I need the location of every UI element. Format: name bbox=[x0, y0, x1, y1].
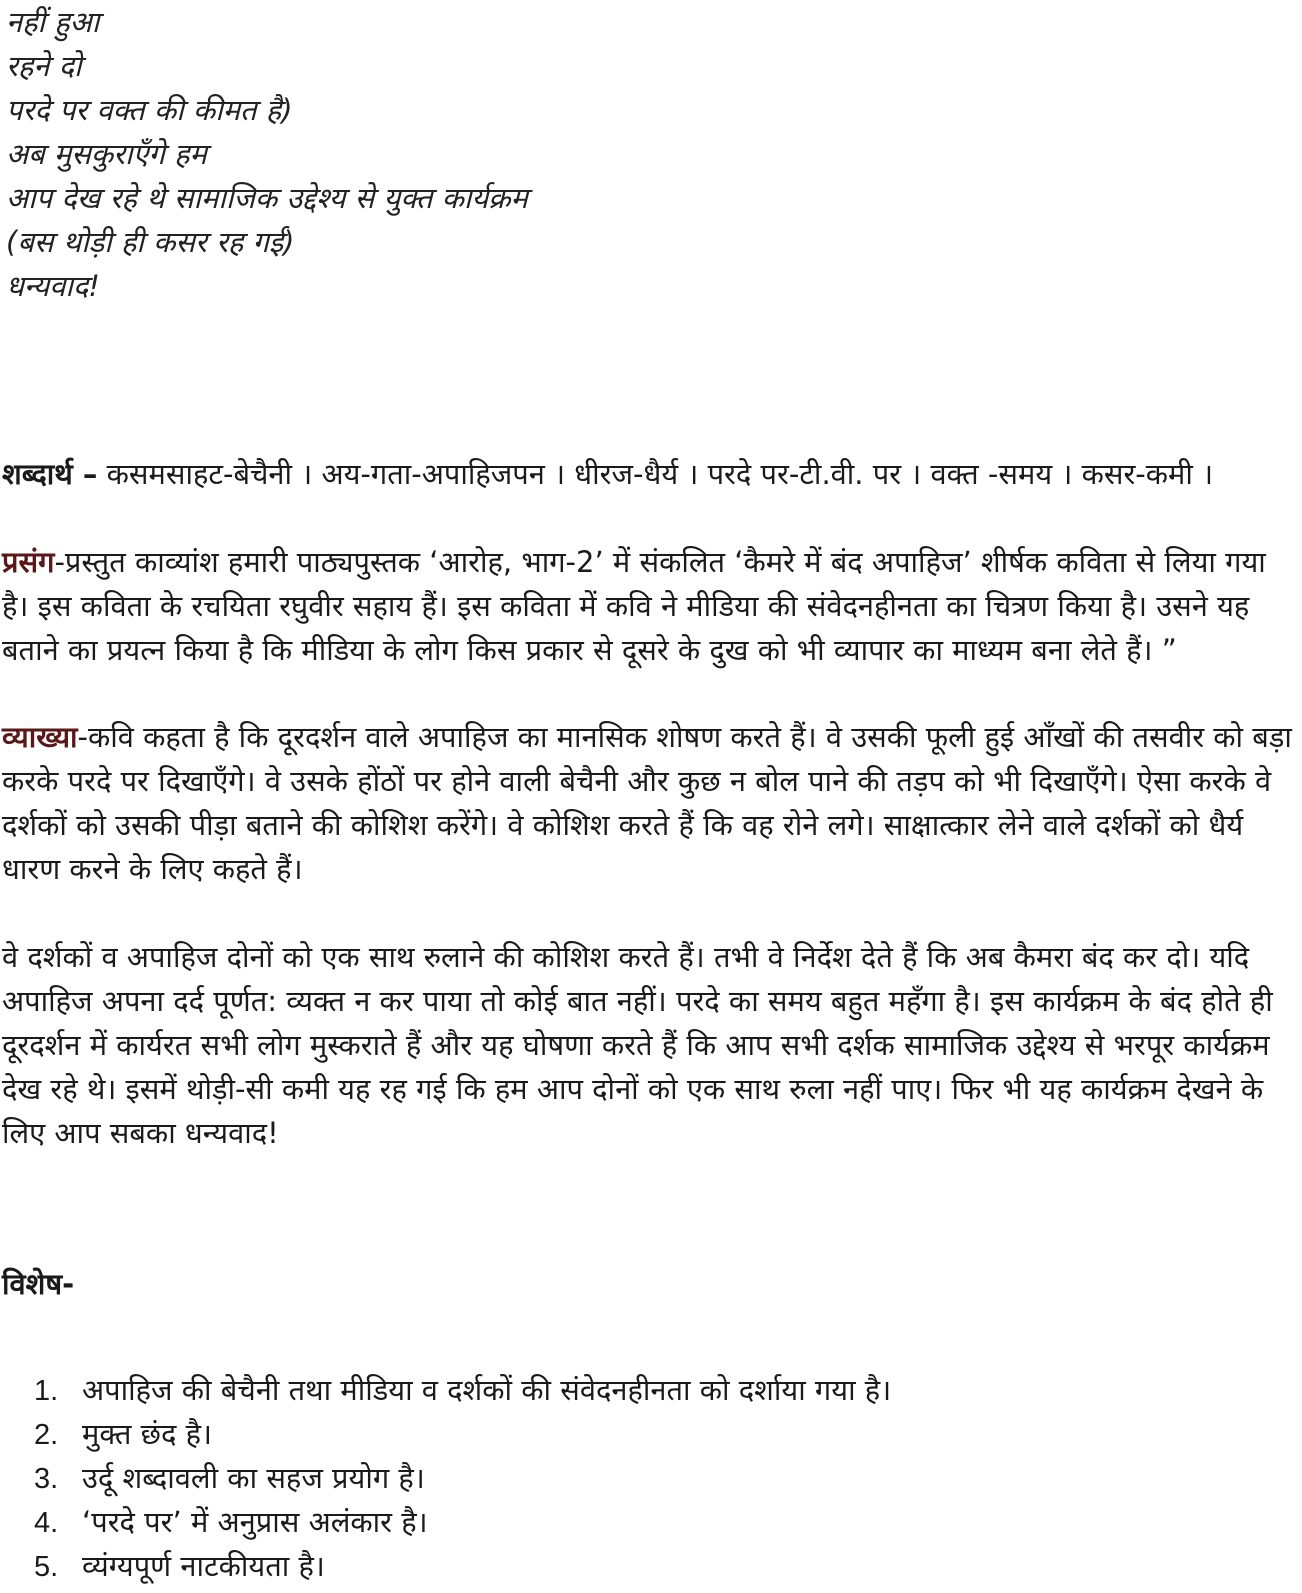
explanation-paragraph bbox=[2, 715, 1298, 891]
poem-line: धन्यवाद! bbox=[6, 269, 100, 303]
special-points-list bbox=[34, 1368, 1234, 1588]
explanation-label: व्याख्या bbox=[2, 720, 78, 754]
explanation-continued bbox=[2, 935, 1298, 1155]
explanation-section bbox=[2, 715, 1298, 891]
poem-line: आप देख रहे थे सामाजिक उद्देश्य से युक्त कार्यक्रम bbox=[6, 181, 528, 215]
glossary-paragraph bbox=[2, 452, 1298, 496]
list-item bbox=[34, 1368, 1234, 1412]
list-item-text: अपाहिज की बेचैनी तथा मीडिया व दर्शकों की संवेदनहीनता को दर्शाया गया है। bbox=[82, 1373, 892, 1407]
list-item-text: मुक्त छंद है। bbox=[82, 1417, 212, 1451]
explanation-paragraph-2: वे दर्शकों व अपाहिज दोनों को एक साथ रुलाने की कोशिश करते हैं। तभी वे निर्देश देते हैं कि अब कैमरा बंद कर दो। यदि अपाहिज अपना दर्द पूर्णत: व्यक्त न कर पाया तो कोई बात नहीं। परदे का समय बहुत महँगा है। इस कार्यक्रम के बंद होते ही दूरदर्शन में कार्यरत सभी लोग मुस्कराते हैं और यह घोषणा करते हैं कि आप सभी दर्शक सामाजिक उद्देश्य से भरपूर कार्यक्रम देख रहे थे। इसमें थोड़ी-सी कमी यह रह गई कि हम आप दोनों को एक साथ रुला नहीं पाए। फिर भी यह कार्यक्रम देखने के लिए आप सबका धन्यवाद! bbox=[2, 940, 1273, 1150]
list-item-text: उर्दू शब्दावली का सहज प्रयोग है। bbox=[82, 1461, 425, 1495]
list-item-text: व्यंग्यपूर्ण नाटकीयता है। bbox=[82, 1549, 325, 1583]
list-item-number: 1. bbox=[34, 1375, 59, 1407]
context-section bbox=[2, 540, 1298, 672]
special-heading: विशेष- bbox=[2, 1267, 75, 1301]
poem-excerpt bbox=[6, 0, 906, 308]
context-text: -प्रस्तुत काव्यांश हमारी पाठ्यपुस्तक ‘आरोह, भाग-2’ में संकलित ‘कैमरे में बंद अपाहिज’ शीर्षक कविता से लिया गया है। इस कविता के रचयिता रघुवीर सहाय हैं। इस कविता में कवि ने मीडिया की संवेदनहीनता का चित्रण किया है। उसने यह बताने का प्रयत्न किया है कि मीडिया के लोग किस प्रकार से दूसरे के दुख को भी व्यापार का माध्यम बना लेते हैं। ” bbox=[2, 545, 1266, 667]
glossary-section bbox=[2, 452, 1298, 496]
poem-line: रहने दो bbox=[6, 49, 82, 83]
list-item-number: 5. bbox=[34, 1551, 59, 1583]
list-item-number: 3. bbox=[34, 1463, 59, 1495]
poem-line: अब मुसकुराएँगे हम bbox=[6, 137, 207, 171]
list-item-number: 4. bbox=[34, 1507, 59, 1539]
glossary-text: कसमसाहट-बेचैनी । अय-गता-अपाहिजपन । धीरज-धैर्य । परदे पर-टी.वी. पर । वक्त -समय । कसर-कमी । bbox=[97, 457, 1214, 491]
poem-line: (बस थोड़ी ही कसर रह गई) bbox=[6, 225, 295, 259]
context-label: प्रसंग bbox=[2, 545, 55, 579]
poem-line: परदे पर वक्त की कीमत है) bbox=[6, 93, 293, 127]
list-item-number: 2. bbox=[34, 1419, 59, 1451]
list-item bbox=[34, 1500, 1234, 1544]
explanation-text: -कवि कहता है कि दूरदर्शन वाले अपाहिज का मानसिक शोषण करते हैं। वे उसकी फूली हुई आँखों की तसवीर को बड़ा करके परदे पर दिखाएँगे। वे उसके होंठों पर होने वाली बेचैनी और कुछ न बोल पाने की तड़प को भी दिखाएँगे। ऐसा करके वे दर्शकों को उसकी पीड़ा बताने की कोशिश करेंगे। वे कोशिश करते हैं कि वह रोने लगे। साक्षात्कार लेने वाले दर्शकों को धैर्य धारण करने के लिए कहते हैं। bbox=[2, 720, 1292, 886]
list-item-text: ‘परदे पर’ में अनुप्रास अलंकार है। bbox=[82, 1505, 428, 1539]
list-item bbox=[34, 1456, 1234, 1500]
glossary-label: शब्दार्थ – bbox=[2, 457, 98, 491]
list-item bbox=[34, 1544, 1234, 1588]
context-paragraph bbox=[2, 540, 1298, 672]
poem-line: नहीं हुआ bbox=[6, 5, 100, 39]
list-item bbox=[34, 1412, 1234, 1456]
